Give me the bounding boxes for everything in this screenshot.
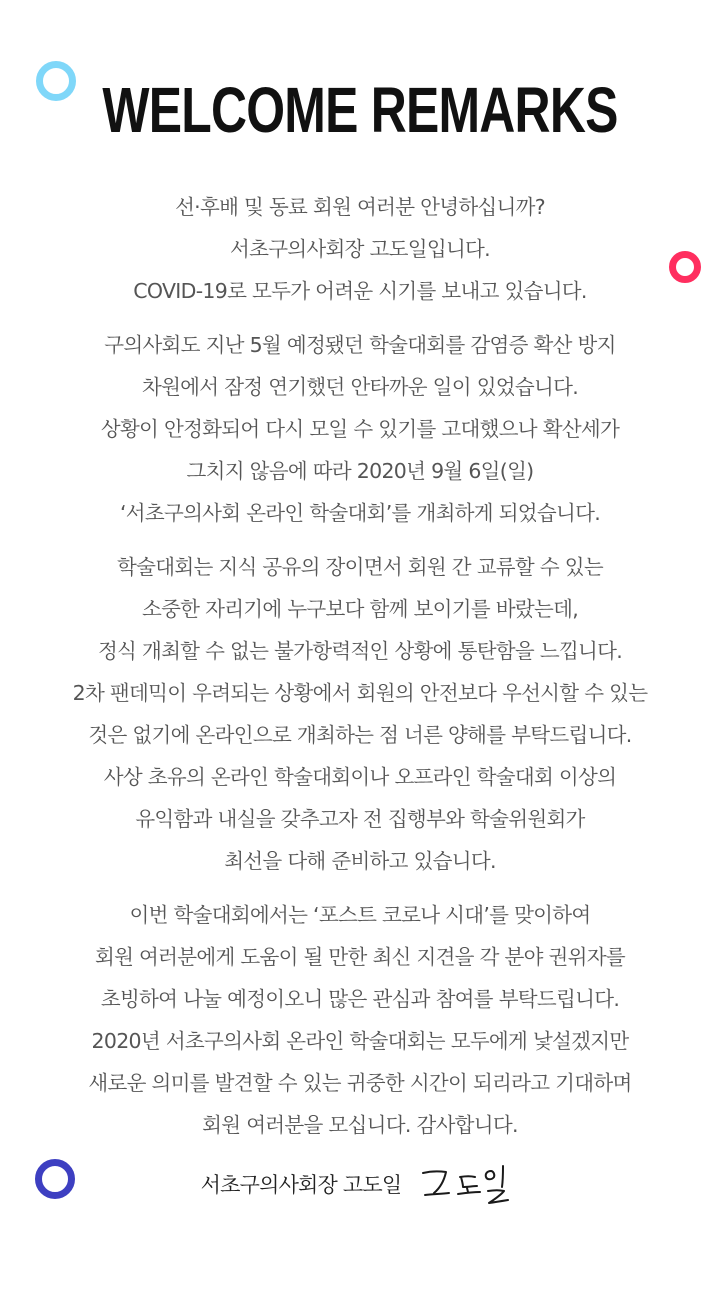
text-line: 최선을 다해 준비하고 있습니다. [224, 849, 496, 873]
text-line: 학술대회는 지식 공유의 장이면서 회원 간 교류할 수 있는 [117, 555, 603, 579]
text-line: 새로운 의미를 발견할 수 있는 귀중한 시간이 되리라고 기대하며 [88, 1071, 632, 1095]
text-line: 선·후배 및 동료 회원 여러분 안녕하십니까? [175, 195, 545, 219]
text-line: 초빙하여 나눌 예정이오니 많은 관심과 참여를 부탁드립니다. [100, 987, 620, 1011]
text-line: 회원 여러분을 모십니다. 감사합니다. [202, 1113, 518, 1137]
paragraph-4 [0, 894, 720, 1146]
text-line: 서초구의사회장 고도일입니다. [230, 237, 490, 261]
text-line: 2020년 서초구의사회 온라인 학술대회는 모두에게 낯설겠지만 [91, 1029, 629, 1053]
signature-text: 서초구의사회장 고도일 [200, 1173, 402, 1197]
text-line: 그치지 않음에 따라 2020년 9월 6일(일) [186, 459, 534, 483]
handwritten-signature [415, 1161, 519, 1207]
text-line: 구의사회도 지난 5월 예정됐던 학술대회를 감염증 확산 방지 [104, 333, 616, 357]
signature [0, 1160, 720, 1208]
paragraph-1 [0, 186, 720, 312]
text-line: ‘서초구의사회 온라인 학술대회’를 개최하게 되었습니다. [119, 501, 601, 525]
ring-icon [36, 61, 76, 101]
text-line: 것은 없기에 온라인으로 개최하는 점 너른 양해를 부탁드립니다. [88, 723, 632, 747]
paragraph-2 [0, 324, 720, 534]
text-line: COVID-19로 모두가 어려운 시기를 보내고 있습니다. [133, 279, 587, 303]
remarks-body [0, 186, 720, 1158]
text-line: 차원에서 잠정 연기했던 안타까운 일이 있었습니다. [141, 375, 579, 399]
text-line: 2차 팬데믹이 우려되는 상황에서 회원의 안전보다 우선시할 수 있는 [72, 681, 648, 705]
page-title: WELCOME REMARKS [102, 74, 618, 146]
text-line: 상황이 안정화되어 다시 모일 수 있기를 고대했으나 확산세가 [100, 417, 620, 441]
text-line: 사상 초유의 온라인 학술대회이나 오프라인 학술대회 이상의 [103, 765, 617, 789]
text-line: 유익함과 내실을 갖추고자 전 집행부와 학술위원회가 [135, 807, 585, 831]
text-line: 이번 학술대회에서는 ‘포스트 코로나 시대’를 맞이하여 [129, 903, 591, 927]
text-line: 소중한 자리기에 누구보다 함께 보이기를 바랐는데, [141, 597, 579, 621]
text-line: 회원 여러분에게 도움이 될 만한 최신 지견을 각 분야 권위자를 [95, 945, 625, 969]
text-line: 정식 개최할 수 없는 불가항력적인 상황에 통탄함을 느낍니다. [97, 639, 623, 663]
paragraph-3 [0, 546, 720, 882]
